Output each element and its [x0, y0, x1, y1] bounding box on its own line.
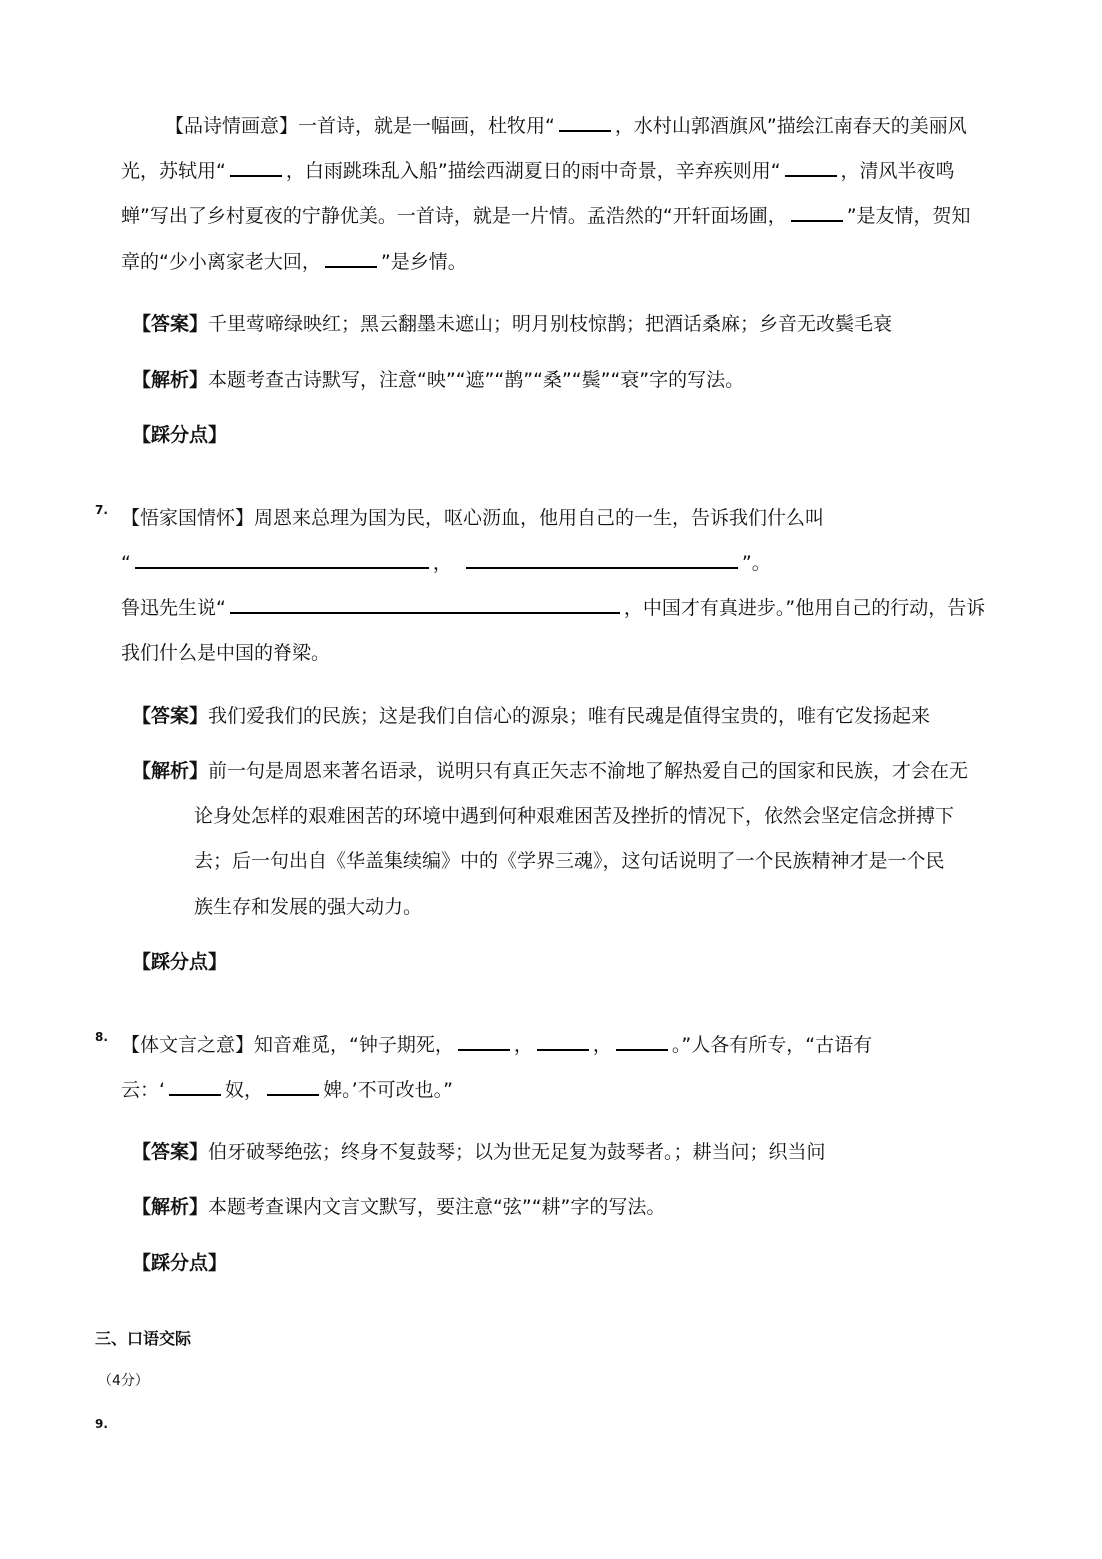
q6-score-point: 【踩分点】 — [132, 424, 228, 446]
analysis-text: 本题考查课内文言文默写，要注意“弦”“耕”字的写法。 — [208, 1196, 666, 1218]
analysis-text: 本题考查古诗默写，注意“映”“遮”“鹊”“桑”“鬓”“衰”字的写法。 — [208, 369, 745, 391]
fill-blank[interactable] — [230, 157, 282, 177]
fill-blank[interactable] — [325, 248, 377, 268]
fill-blank[interactable] — [135, 549, 429, 569]
q8-answer — [132, 1138, 826, 1166]
section-score: （4分） — [98, 1373, 149, 1389]
section-title: 三、口语交际 — [95, 1329, 192, 1348]
q7-answer — [132, 702, 930, 730]
q8-line-2: 云：‘ 奴， 婢。’不可改也。” — [121, 1076, 453, 1104]
fill-blank[interactable] — [559, 112, 611, 132]
answer-text: 伯牙破琴绝弦；终身不复鼓琴；以为世无足复为鼓琴者。；耕当问；织当问 — [208, 1141, 826, 1163]
fill-blank[interactable] — [791, 202, 843, 222]
answer-tag: 【答案】 — [132, 705, 209, 727]
answer-text: 千里莺啼绿映红；黑云翻墨未遮山；明月别枝惊鹊；把酒话桑麻；乡音无改鬓毛衰 — [208, 313, 893, 335]
q6-line-3: 蝉”写出了乡村夏夜的宁静优美。一首诗，就是一片情。孟浩然的“开轩面场圃， ”是友情，贺知 — [121, 202, 971, 230]
fill-blank[interactable] — [785, 157, 837, 177]
fill-blank[interactable] — [466, 549, 738, 569]
q6-line-1: 【品诗情画意】一首诗，就是一幅画，杜牧用“ ，水村山郭酒旗风”描绘江南春天的美丽风 — [165, 112, 967, 140]
q7-analysis — [132, 757, 968, 785]
q6-line-4: 章的“少小离家老大回， ”是乡情。 — [121, 248, 467, 276]
analysis-tag: 【解析】 — [132, 369, 209, 391]
q6-analysis — [132, 366, 744, 394]
q8-line-1: 【体文言之意】知音难觅，“钟子期死， ， ， 。”人各有所专，“古语有 — [121, 1031, 872, 1059]
answer-tag: 【答案】 — [132, 1141, 209, 1163]
q6-line-2: 光，苏轼用“ ，白雨跳珠乱入船”描绘西湖夏日的雨中奇景，辛弃疾则用“ ，清风半夜鸣 — [121, 157, 955, 185]
analysis-text: 前一句是周恩来著名语录，说明只有真正矢志不渝地了解热爱自己的国家和民族，才会在无 — [208, 760, 969, 782]
q8-score-point: 【踩分点】 — [132, 1252, 228, 1274]
analysis-tag: 【解析】 — [132, 760, 209, 782]
fill-blank[interactable] — [169, 1076, 221, 1096]
question-number-7: 7. — [95, 503, 108, 517]
q7-line-3: 鲁迅先生说“ ，中国才有真进步。”他用自己的行动，告诉 — [121, 594, 985, 622]
q7-line-1: 【悟家国情怀】周恩来总理为国为民，呕心沥血，他用自己的一生，告诉我们什么叫 — [121, 507, 825, 529]
answer-tag: 【答案】 — [132, 313, 209, 335]
q7-line-4: 我们什么是中国的脊梁。 — [121, 642, 331, 664]
fill-blank[interactable] — [230, 594, 620, 614]
q8-analysis — [132, 1193, 665, 1221]
fill-blank[interactable] — [616, 1031, 668, 1051]
q7-analysis-cont-1: 论身处怎样的艰难困苦的环境中遇到何种艰难困苦及挫折的情况下，依然会坚定信念拼搏下 — [194, 805, 955, 827]
fill-blank[interactable] — [267, 1076, 319, 1096]
q7-analysis-cont-2: 去；后一句出自《华盖集续编》中的《学界三魂》，这句话说明了一个民族精神才是一个民 — [194, 850, 945, 872]
q7-line-2: “ ， ”。 — [121, 549, 771, 577]
q6-answer — [132, 310, 892, 338]
q7-analysis-cont-3: 族生存和发展的强大动力。 — [194, 896, 423, 918]
question-number-9: 9. — [95, 1417, 108, 1431]
question-number-8: 8. — [95, 1030, 108, 1044]
analysis-tag: 【解析】 — [132, 1196, 209, 1218]
q7-score-point: 【踩分点】 — [132, 951, 228, 973]
fill-blank[interactable] — [458, 1031, 510, 1051]
answer-text: 我们爱我们的民族；这是我们自信心的源泉；唯有民魂是值得宝贵的，唯有它发扬起来 — [208, 705, 931, 727]
fill-blank[interactable] — [537, 1031, 589, 1051]
